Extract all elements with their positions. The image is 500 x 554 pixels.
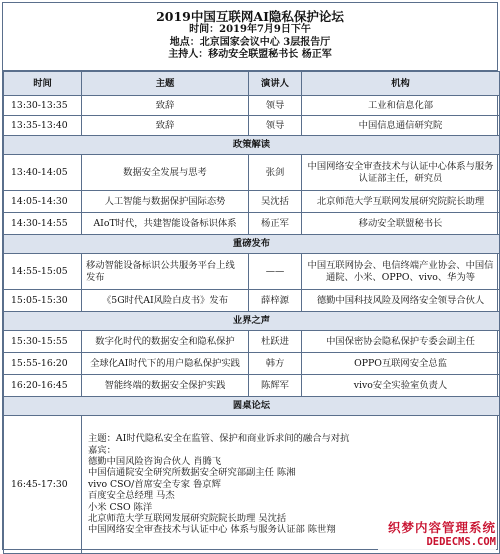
forum-host: 主持人：移动安全联盟秘书长 杨正军 xyxy=(3,49,497,62)
row-topic: 《5G时代AI风险白皮书》发布 xyxy=(82,290,249,312)
roundtable-guest: 中国信通院安全研究所数据安全研究部副主任 陈湘 xyxy=(88,467,493,478)
column-header-speaker: 演讲人 xyxy=(249,72,302,96)
roundtable-guest: 百度安全总经理 马杰 xyxy=(88,490,493,501)
site-watermark xyxy=(378,520,496,550)
row-topic: AIoT时代，共建智能设备标识体系 xyxy=(82,213,249,235)
row-speaker: 张剑 xyxy=(249,155,302,191)
row-org: OPPO互联网安全总监 xyxy=(302,353,500,375)
row-topic: 致辞 xyxy=(82,116,249,136)
row-speaker: 领导 xyxy=(249,96,302,116)
table-row xyxy=(4,191,500,213)
table-row xyxy=(4,353,500,375)
row-topic: 数据安全发展与思考 xyxy=(82,155,249,191)
agenda-table xyxy=(3,71,500,554)
section-title: 业界之声 xyxy=(4,312,500,331)
table-row xyxy=(4,96,500,116)
table-row xyxy=(4,116,500,136)
row-speaker: —— xyxy=(249,254,302,290)
row-time: 13:40-14:05 xyxy=(4,155,82,191)
row-time: 15:05-15:30 xyxy=(4,290,82,312)
section-header-roundtable xyxy=(4,397,500,416)
roundtable-guest: 中国网络安全审查技术与认证中心 体系与服务认证部 陈世翔 xyxy=(88,524,493,535)
row-time: 13:35-13:40 xyxy=(4,116,82,136)
row-org: 北京师范大学互联网发展研究院院长助理 xyxy=(302,191,500,213)
roundtable-guest: 北京师范大学互联网发展研究院院长助理 吴沈括 xyxy=(88,513,493,524)
section-title: 重磅发布 xyxy=(4,235,500,254)
row-org: 工业和信息化部 xyxy=(302,96,500,116)
roundtable-guest: vivo CSO/首席安全专家 鲁京辉 xyxy=(88,479,493,490)
table-row xyxy=(4,290,500,312)
row-speaker: 领导 xyxy=(249,116,302,136)
roundtable-guests-label: 嘉宾： xyxy=(88,445,493,456)
row-speaker: 薛梓源 xyxy=(249,290,302,312)
row-org: 中国互联网协会、电信终端产业协会、中国信通院、小米、OPPO、vivo、华为等 xyxy=(302,254,500,290)
row-topic: 致辞 xyxy=(82,96,249,116)
row-speaker: 韩方 xyxy=(249,353,302,375)
row-topic: 数字化时代的数据安全和隐私保护 xyxy=(82,331,249,353)
forum-title: 2019中国互联网AI隐私保护论坛 xyxy=(3,9,497,24)
column-header-row xyxy=(4,72,500,96)
row-topic: 智能终端的数据安全保护实践 xyxy=(82,375,249,397)
row-time: 14:05-14:30 xyxy=(4,191,82,213)
row-time: 16:20-16:45 xyxy=(4,375,82,397)
row-org: 中国保密协会隐私保护专委会副主任 xyxy=(302,331,500,353)
forum-venue: 地点：北京国家会议中心 3层报告厅 xyxy=(3,37,497,50)
row-speaker: 陈辉军 xyxy=(249,375,302,397)
row-time: 16:45-17:30 xyxy=(4,416,82,554)
watermark-line1: 织梦内容管理系统 xyxy=(378,520,496,536)
agenda-sheet xyxy=(2,2,498,550)
agenda-header xyxy=(3,3,497,71)
row-time: 13:30-13:35 xyxy=(4,96,82,116)
section-title: 圆桌论坛 xyxy=(4,397,500,416)
table-row xyxy=(4,331,500,353)
section-header-policy xyxy=(4,136,500,155)
row-org: 德勤中国科技风险及网络安全领导合伙人 xyxy=(302,290,500,312)
table-row xyxy=(4,155,500,191)
row-org: 中国信息通信研究院 xyxy=(302,116,500,136)
section-title: 政策解读 xyxy=(4,136,500,155)
row-topic: 全球化AI时代下的用户隐私保护实践 xyxy=(82,353,249,375)
table-row xyxy=(4,254,500,290)
forum-time: 时间：2019年7月9日下午 xyxy=(3,24,497,37)
row-speaker: 杨正军 xyxy=(249,213,302,235)
row-speaker: 吴沈括 xyxy=(249,191,302,213)
section-header-industry xyxy=(4,312,500,331)
row-topic: 移动智能设备标识公共服务平台上线发布 xyxy=(82,254,249,290)
row-topic: 人工智能与数据保护国际态势 xyxy=(82,191,249,213)
row-org: vivo安全实验室负责人 xyxy=(302,375,500,397)
row-time: 15:30-15:55 xyxy=(4,331,82,353)
row-org: 中国网络安全审查技术与认证中心体系与服务认证部主任，研究员 xyxy=(302,155,500,191)
row-time: 14:55-15:05 xyxy=(4,254,82,290)
table-row xyxy=(4,375,500,397)
column-header-time: 时间 xyxy=(4,72,82,96)
table-row xyxy=(4,213,500,235)
column-header-topic: 主题 xyxy=(82,72,249,96)
section-header-release xyxy=(4,235,500,254)
roundtable-guest: 德勤中国风险咨询合伙人 肖腾飞 xyxy=(88,456,493,467)
watermark-line2: DEDECMS.COM xyxy=(378,536,496,548)
row-org: 移动安全联盟秘书长 xyxy=(302,213,500,235)
row-speaker: 杜跃进 xyxy=(249,331,302,353)
row-time: 14:30-14:55 xyxy=(4,213,82,235)
column-header-org: 机构 xyxy=(302,72,500,96)
roundtable-theme: 主题：AI时代隐私安全在监管、保护和商业诉求间的融合与对抗 xyxy=(88,433,493,444)
roundtable-guest: 小米 CSO 陈洋 xyxy=(88,502,493,513)
row-time: 15:55-16:20 xyxy=(4,353,82,375)
